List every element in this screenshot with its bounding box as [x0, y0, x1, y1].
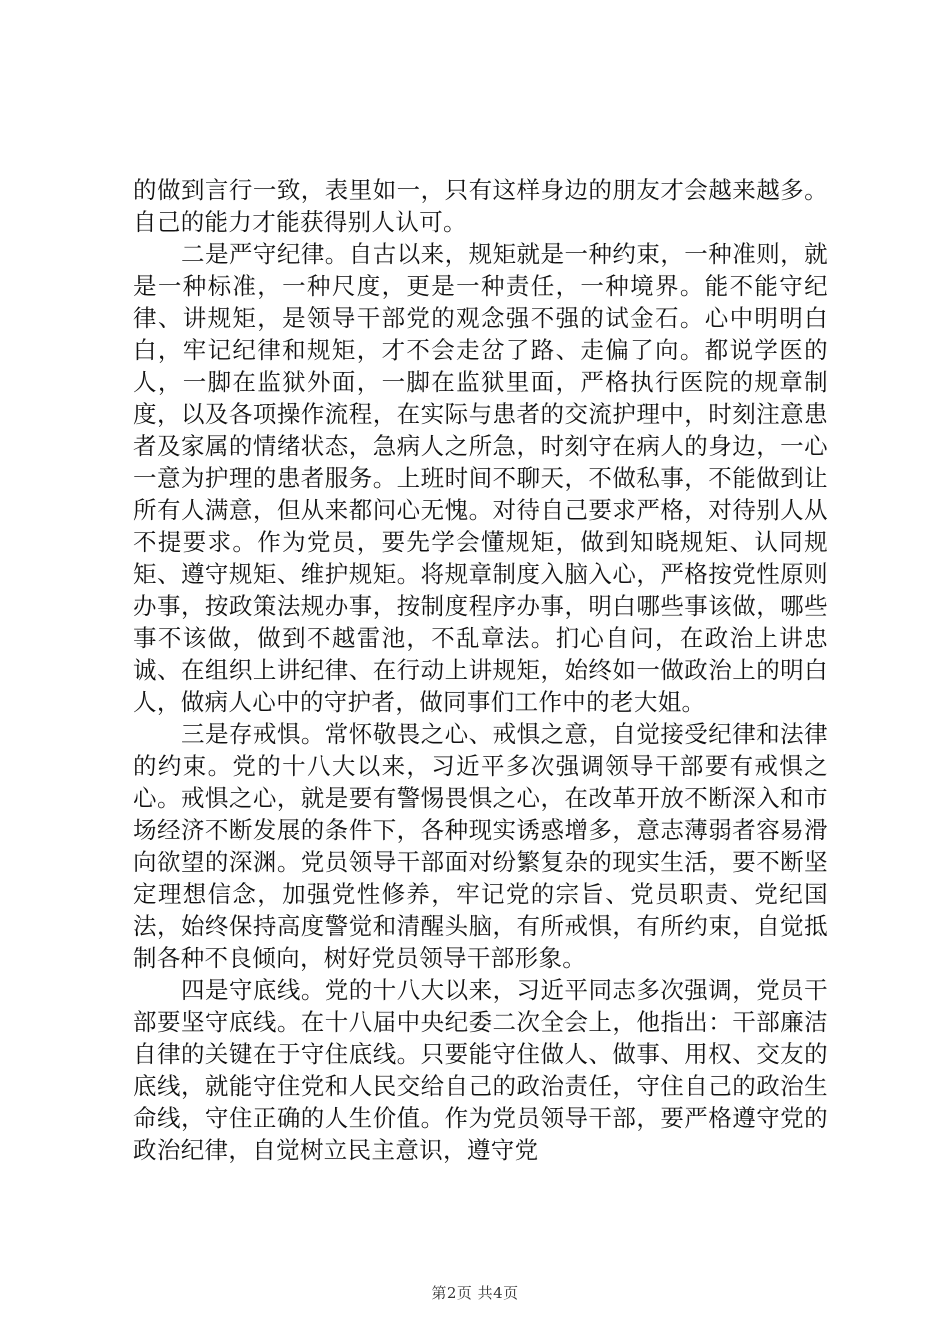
paragraph-caution: 三是存戒惧。常怀敬畏之心、戒惧之意，自觉接受纪律和法律的约束。党的十八大以来，习近平多次强调领导干部要有戒惧之心。戒惧之心，就是要有警惕畏惧之心，在改革开放不断深入和市场经济不断发展的条件下，各种现实诱惑增多，意志薄弱者容易滑向欲望的深渊。党员领导干部面对纷繁复杂的现实生活，要不断坚定理想信念，加强党性修养，牢记党的宗旨、党员职责、党纪国法，始终保持高度警觉和清醒头脑，有所戒惧，有所约束，自觉抵制各种不良倾向，树好党员领导干部形象。: [133, 720, 828, 972]
paragraph-discipline: 二是严守纪律。自古以来，规矩就是一种约束，一种准则，就是一种标准，一种尺度，更是一种责任，一种境界。能不能守纪律、讲规矩，是领导干部党的观念强不强的试金石。心中明明白白，牢记纪律和规矩，才不会走岔了路、走偏了向。都说学医的人，一脚在监狱外面，一脚在监狱里面，严格执行医院的规章制度，以及各项操作流程，在实际与患者的交流护理中，时刻注意患者及家属的情绪状态，急病人之所急，时刻守在病人的身边，一心一意为护理的患者服务。上班时间不聊天，不做私事，不能做到让所有人满意，但从来都问心无愧。对待自己要求严格，对待别人从不提要求。作为党员，要先学会懂规矩，做到知晓规矩、认同规矩、遵守规矩、维护规矩。将规章制度入脑入心，严格按党性原则办事，按政策法规办事，按制度程序办事，明白哪些事该做，哪些事不该做，做到不越雷池，不乱章法。扪心自问，在政治上讲忠诚、在组织上讲纪律、在行动上讲规矩，始终如一做政治上的明白人，做病人心中的守护者，做同事们工作中的老大姐。: [133, 240, 828, 716]
page-footer: 第2页 共4页: [431, 1284, 519, 1302]
paragraph-bottom-line: 四是守底线。党的十八大以来，习近平同志多次强调，党员干部要坚守底线。在十八届中央纪委二次全会上，他指出：干部廉洁自律的关键在于守住底线。只要能守住做人、做事、用权、交友的底线，就能守住党和人民交给自己的政治责任，守住自己的政治生命线，守住正确的人生价值。作为党员领导干部，要严格遵守党的政治纪律，自觉树立民主意识，遵守党: [133, 976, 828, 1164]
document-body: [133, 174, 828, 1166]
paragraph-continued: 的做到言行一致，表里如一，只有这样身边的朋友才会越来越多。自己的能力才能获得别人认可。: [133, 176, 828, 236]
